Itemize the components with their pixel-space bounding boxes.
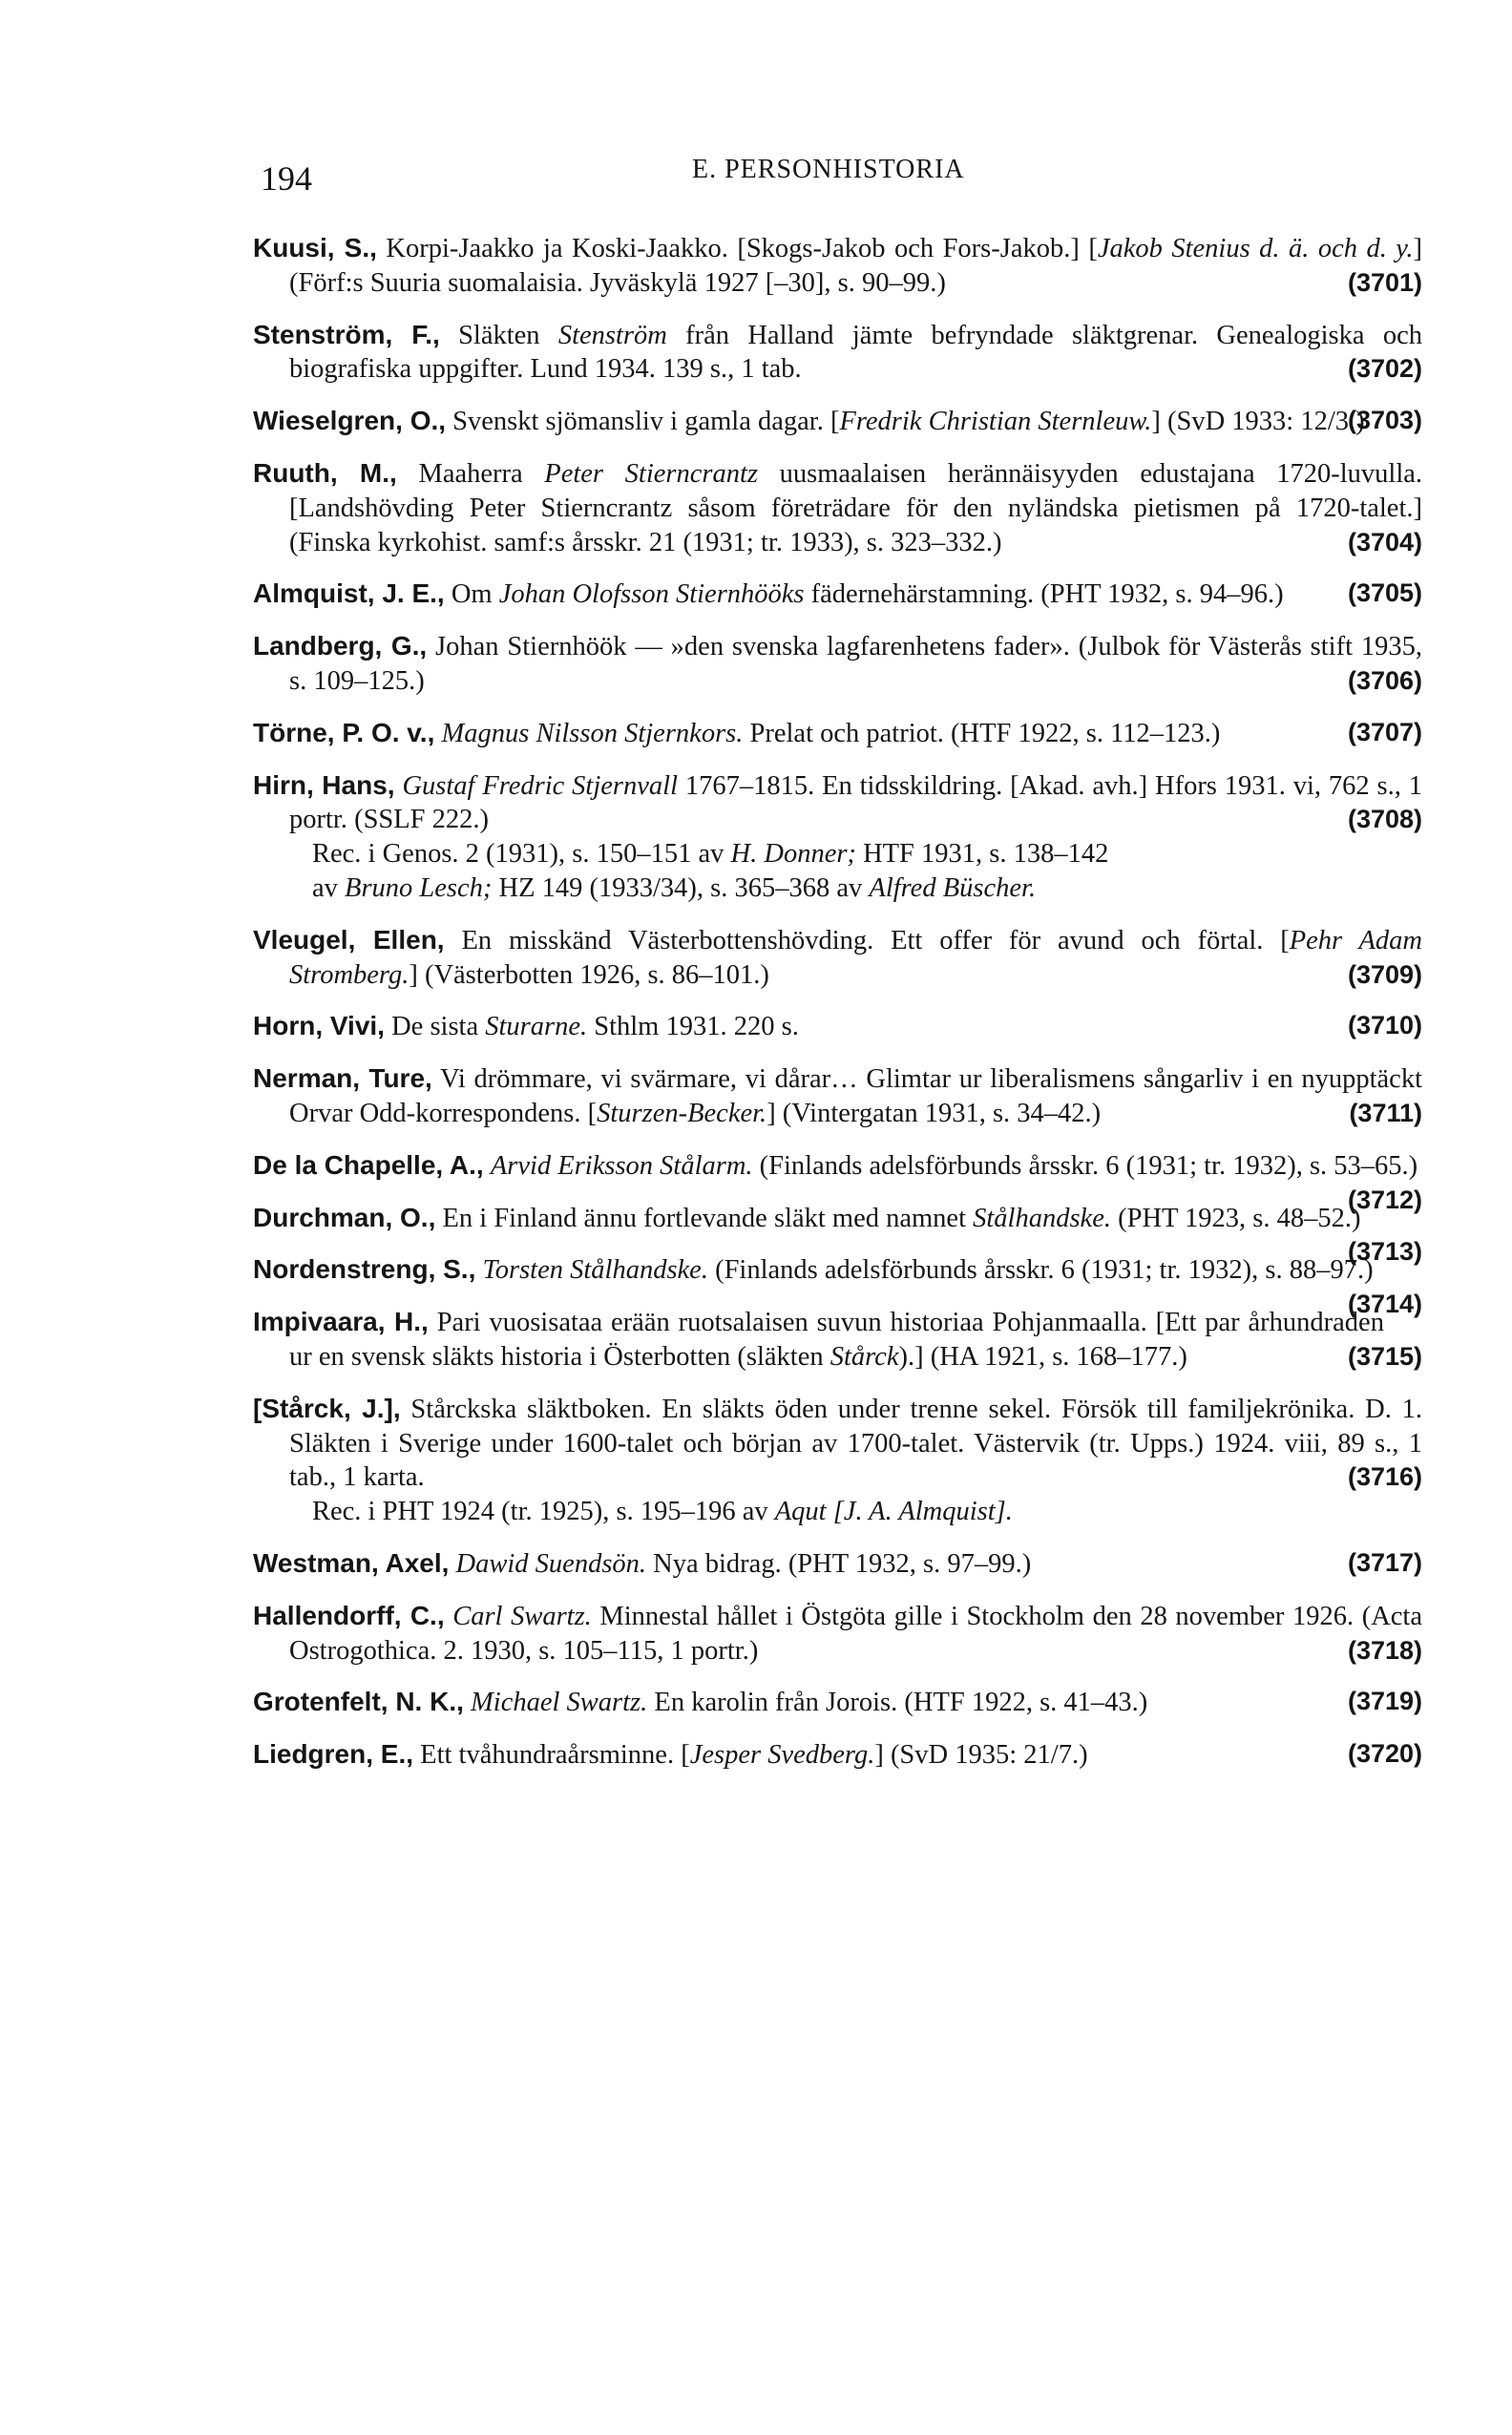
entry-text: ] (SvD 1933: 12/3.) [1151, 407, 1365, 437]
entry-number: (3709) [1347, 959, 1422, 989]
entry-number: (3719) [1347, 1687, 1422, 1716]
entry-italic-title: Sturzen-Becker. [597, 1098, 767, 1128]
entry-number: (3714) [1347, 1290, 1422, 1319]
entry-italic-title: Carl Swartz. [452, 1601, 592, 1631]
bibliography-entry [253, 1599, 1422, 1669]
bibliography-entry [253, 1546, 1422, 1582]
entry-number: (3710) [1347, 1011, 1422, 1040]
bibliography-entry [253, 1148, 1422, 1214]
entry-number: (3705) [1347, 578, 1422, 608]
entry-italic-title: Arvid Eriksson Stålarm. [490, 1150, 753, 1181]
entry-author: Kuusi, S., [253, 233, 377, 262]
entry-author: Hallendorff, C., [253, 1600, 445, 1630]
entry-text: Prelat och patriot. (HTF 1922, s. 112–123.) [743, 718, 1221, 748]
entry-number: (3702) [1347, 354, 1422, 384]
entry-text: Maaherra [396, 458, 545, 489]
bibliography-entry [253, 231, 1422, 301]
entry-italic-title: Peter Stierncrantz [544, 458, 758, 489]
entry-italic-title: Stårck [830, 1341, 899, 1372]
entry-text: Nya bidrag. (PHT 1932, s. 97–99.) [646, 1548, 1032, 1579]
document-page [253, 153, 1422, 1790]
entry-author: De la Chapelle, A., [253, 1149, 484, 1180]
entry-text [464, 1688, 471, 1717]
entry-italic-title: Magnus Nilsson Stjernkors. [441, 718, 744, 748]
entry-text: En i Finland ännu fortlevande släkt med namnet [435, 1203, 974, 1233]
entry-author: Grotenfelt, N. K., [253, 1687, 464, 1717]
entry-text: 1767–1815. En tidsskildring. [Akad. avh.] Hfors 1931. vi, 762 s., 1 portr. (SSLF 222.) [289, 770, 1423, 835]
bibliography-entry [253, 1009, 1422, 1044]
entry-text: Sthlm 1931. 220 s. [587, 1012, 799, 1042]
review-reviewer: Aqut [J. A. Almquist]. [774, 1497, 1013, 1527]
entry-text: (Finlands adelsförbunds årsskr. 6 (1931; tr. 1932), s. 53–65.) [752, 1150, 1418, 1181]
entry-author: Westman, Axel, [253, 1547, 450, 1578]
bibliography-entry [253, 768, 1422, 906]
entry-text: från Halland jämte befryndade släktgrenar. Genealogiska och biografiska uppgifter. Lund 1934. 139 s., 1 tab. [289, 320, 1422, 385]
bibliography-list [253, 231, 1422, 1773]
entry-text: De sista [384, 1012, 486, 1042]
entry-author: Durchman, O., [253, 1202, 436, 1232]
entry-text: Ett tvåhundraårsminne. [ [413, 1740, 690, 1771]
entry-italic-title: Pehr Adam Stromberg. [289, 925, 1422, 990]
bibliography-entry [253, 318, 1422, 388]
entry-text: (PHT 1923, s. 48–52.) [1110, 1203, 1361, 1233]
entry-number: (3708) [1347, 805, 1422, 834]
entry-text [484, 1151, 491, 1181]
review-note [253, 1495, 1422, 1529]
entry-number: (3701) [1347, 267, 1422, 297]
review-reviewer: Alfred Büscher. [869, 872, 1037, 903]
bibliography-entry [253, 577, 1422, 612]
entry-text: ] (Västerbotten 1926, s. 86–101.) [409, 959, 769, 990]
review-text: Rec. i PHT 1924 (tr. 1925), s. 195–196 av [312, 1497, 775, 1527]
entry-text: Minnestal hållet i Östgöta gille i Stockholm den 28 november 1926. (Acta Ostrogothica. 2. 1930, s. 105–115, 1 portr.) [289, 1601, 1422, 1666]
bibliography-entry [253, 1061, 1422, 1131]
entry-text: ).] (HA 1921, s. 168–177.) [898, 1341, 1187, 1372]
entry-italic-title: Dawid Suendsön. [455, 1548, 647, 1579]
entry-author: Stenström, F., [253, 319, 440, 349]
entry-author: Törne, P. O. v., [253, 717, 435, 747]
entry-italic-title: Torsten Stålhandske. [482, 1255, 708, 1286]
entry-number: (3704) [1347, 527, 1422, 556]
entry-author: [Stårck, J.], [253, 1393, 401, 1423]
entry-number: (3713) [1347, 1237, 1422, 1267]
entry-number: (3712) [1347, 1185, 1422, 1214]
entry-text: ] (Vintergatan 1931, s. 34–42.) [766, 1098, 1102, 1128]
page-header [253, 153, 1422, 210]
entry-number: (3711) [1349, 1098, 1422, 1127]
review-text: av [312, 872, 346, 903]
review-line [312, 871, 1422, 906]
entry-text: ] (SvD 1935: 21/7.) [874, 1740, 1088, 1771]
entry-author: Ruuth, M., [253, 457, 397, 488]
entry-text: Stårckska släktboken. En släkts öden under trenne sekel. Försök till familjekrönika. D. 1. Släkten i Sverige under 1600-talet och början av 1700-talet. Västervik (tr. Upps.) 1924. viii, 89 s., 1 tab., 1 karta. [289, 1394, 1422, 1493]
entry-author: Landberg, G., [253, 631, 428, 661]
entry-number: (3716) [1347, 1462, 1422, 1492]
entry-number: (3718) [1347, 1635, 1422, 1665]
entry-text: uusmaalaisen herännäisyyden edustajana 1720-luvulla. [Landshövding Peter Stierncrantz såsom företrädare för den nyländska pietismen på 1720-talet.] (Finska kyrkohist. samf:s årsskr. 21 (1931; tr. 1933), s. 323–332.) [289, 458, 1423, 557]
entry-text: Vi drömmare, vi svärmare, vi dårar… Glimtar ur liberalismens sångarliv i en nyupptäckt Orvar Odd-korrespondens. [ [289, 1064, 1423, 1128]
bibliography-entry [253, 1252, 1422, 1319]
entry-text: Släkten [439, 320, 558, 350]
entry-number: (3707) [1347, 717, 1422, 746]
entry-author: Nerman, Ture, [253, 1063, 432, 1094]
entry-author: Almquist, J. E., [253, 578, 445, 609]
entry-text [445, 1602, 453, 1631]
entry-text: En karolin från Jorois. (HTF 1922, s. 41–43.) [647, 1688, 1148, 1718]
review-reviewer: Bruno Lesch; [345, 872, 493, 903]
bibliography-entry [253, 923, 1422, 993]
bibliography-entry [253, 1305, 1422, 1375]
entry-author: Nordenstreng, S., [253, 1254, 476, 1285]
entry-author: Vleugel, Ellen, [253, 924, 445, 955]
entry-text: Pari vuosisataa erään ruotsalaisen suvun historiaa Pohjanmaalla. [Ett par århundraden ur en svensk släkts historia i Österbotten (släkten [289, 1308, 1384, 1372]
entry-text: Svenskt sjömansliv i gamla dagar. [ [446, 407, 840, 437]
entry-text: Korpi-Jaakko ja Koski-Jaakko. [Skogs-Jakob och Fors-Jakob.] [ [376, 234, 1098, 263]
entry-italic-title: Gustaf Fredric Stjernvall [402, 770, 678, 801]
entry-text: En misskänd Västerbottenshövding. Ett offer för avund och förtal. [ [444, 925, 1290, 955]
entry-author: Wieselgren, O., [253, 406, 447, 436]
review-text: HTF 1931, s. 138–142 [855, 839, 1109, 870]
entry-italic-title: Fredrik Christian Sternleuw. [839, 407, 1152, 437]
bibliography-entry [253, 716, 1422, 751]
entry-text [475, 1255, 482, 1285]
entry-number: (3706) [1347, 665, 1422, 695]
bibliography-entry [253, 1685, 1422, 1720]
bibliography-entry [253, 456, 1422, 559]
entry-text: (Finlands adelsförbunds årsskr. 6 (1931; tr. 1932), s. 88–97.) [707, 1255, 1374, 1286]
running-head: E. PERSONHISTORIA [692, 155, 965, 184]
entry-number: (3717) [1347, 1547, 1422, 1577]
bibliography-entry [253, 1737, 1422, 1773]
bibliography-entry [253, 404, 1422, 439]
bibliography-entry [253, 629, 1422, 699]
entry-text: Johan Stiernhöök — »den svenska lagfarenhetens fader». (Julbok för Västerås stift 1935, s. 109–125.) [289, 632, 1422, 696]
page-number: 194 [261, 159, 312, 198]
entry-italic-title: Jesper Svedberg. [689, 1740, 875, 1771]
entry-author: Liedgren, E., [253, 1739, 414, 1770]
entry-italic-title: Johan Olofsson Stiernhööks [498, 579, 805, 610]
review-reviewer: H. Donner; [730, 839, 856, 870]
entry-italic-title: Stålhandske. [973, 1203, 1111, 1233]
entry-italic-title: Michael Swartz. [471, 1688, 648, 1718]
review-note [253, 837, 1422, 906]
entry-number: (3720) [1347, 1739, 1422, 1769]
entry-author: Impivaara, H., [253, 1307, 429, 1337]
entry-author: Hirn, Hans, [253, 769, 395, 800]
review-text: HZ 149 (1933/34), s. 365–368 av [492, 872, 870, 903]
entry-italic-title: Sturarne. [485, 1012, 588, 1042]
entry-text: fädernehärstamning. (PHT 1932, s. 94–96.) [804, 579, 1284, 610]
entry-text: ] (Förf:s Suuria suomalaisia. Jyväskylä 1927 [–30], s. 90–99.) [289, 234, 1422, 298]
entry-number: (3715) [1347, 1341, 1422, 1371]
entry-text [449, 1549, 455, 1579]
entry-italic-title: Stenström [557, 320, 667, 350]
entry-italic-title: Jakob Stenius d. ä. och d. y. [1097, 234, 1414, 263]
entry-text: Om [444, 579, 499, 610]
review-text: Rec. i Genos. 2 (1931), s. 150–151 av [312, 839, 731, 870]
bibliography-entry [253, 1201, 1422, 1267]
entry-author: Horn, Vivi, [253, 1011, 385, 1041]
entry-number: (3703) [1347, 406, 1422, 435]
bibliography-entry [253, 1392, 1422, 1529]
